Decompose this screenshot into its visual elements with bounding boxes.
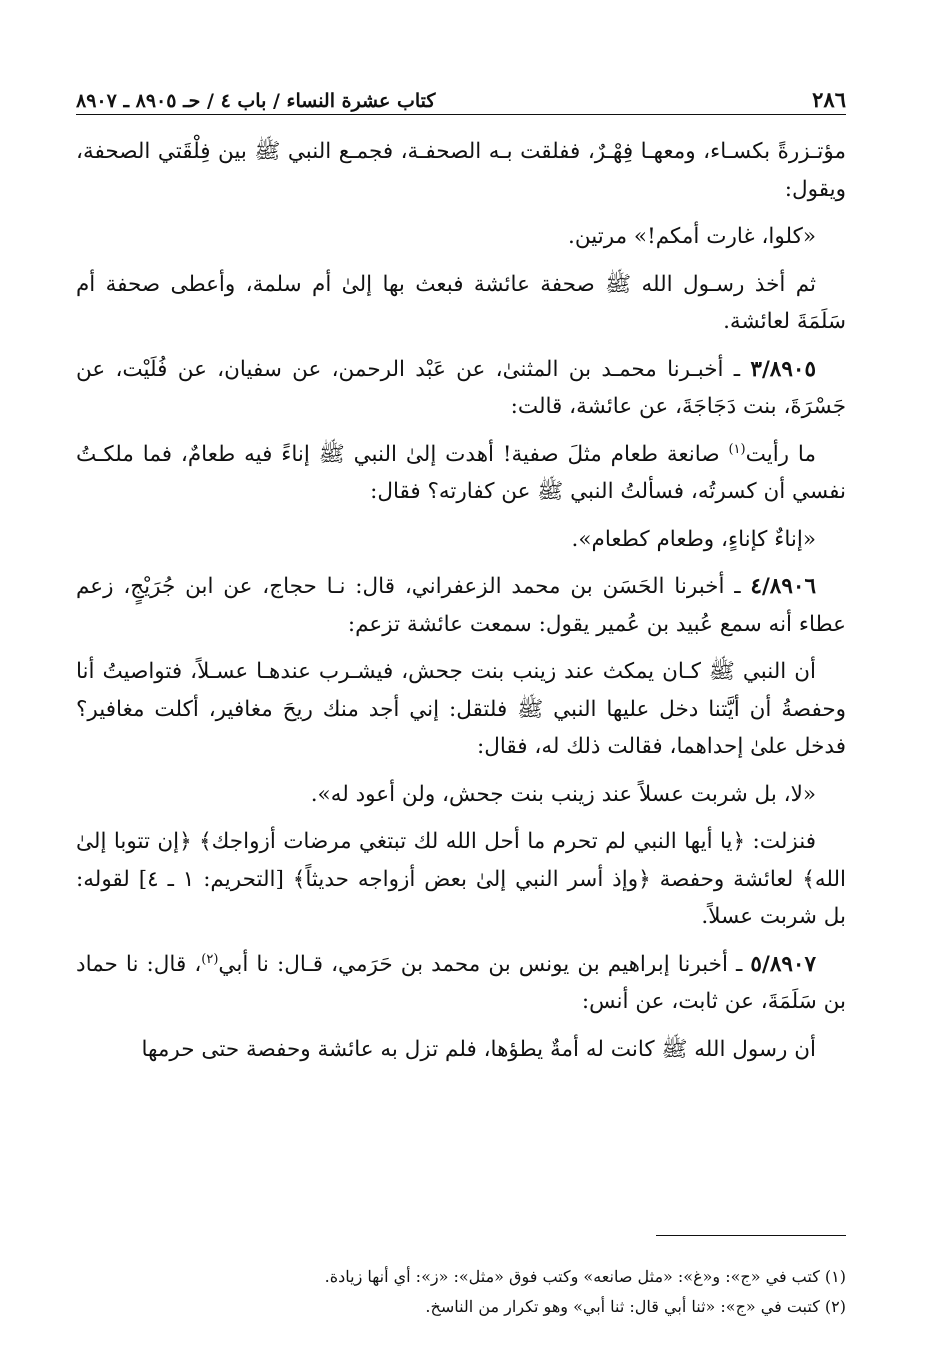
hadith-paragraph xyxy=(76,351,846,426)
paragraph-text: «كلوا، غارت أمكم!» مرتين. xyxy=(568,224,816,249)
footnote-ref[interactable]: (٢) xyxy=(201,951,219,967)
quote-paragraph xyxy=(76,776,846,814)
footnotes xyxy=(76,1262,846,1322)
hadith-paragraph xyxy=(76,568,846,643)
running-header xyxy=(76,82,846,115)
paragraph xyxy=(76,1031,846,1069)
paragraph-text: ـ أخبرنا الحَسَن بن محمد الزعفراني، قال: نـا حجاج، عن ابن جُرَيْجٍ، زعم عطاء أنه سمع عُبيد بن عُمير يقول: سمعت عائشة تزعم: xyxy=(76,574,846,637)
paragraph-text: ، قال: نا حماد بن سَلَمَةَ، عن ثابت، عن أنس: xyxy=(76,951,846,1014)
page-content xyxy=(76,82,846,1078)
paragraph xyxy=(76,823,846,936)
hadith-paragraph xyxy=(76,946,846,1021)
paragraph-text: مؤتـزرةً بكسـاء، ومعهـا فِهْـرٌ، ففلقت بـه الصحفـة، فجمـع النبي ﷺ بين فِلْقَتي الصحفة، ويقول: xyxy=(76,139,846,202)
hadith-number: ٥/٨٩٠٧ xyxy=(750,951,817,977)
quote-paragraph xyxy=(76,218,846,256)
footnote: (٢) كتبت في «ج»: «ثنا أبي قال: ثنا أبي» وهو تكرار من الناسخ. xyxy=(425,1297,846,1316)
paragraph xyxy=(76,266,846,341)
paragraph-text: فنزلت: ﴿يا أيها النبي لم تحرم ما أحل الله لك تبتغي مرضات أزواجك﴾ ﴿إن تتوبا إلىٰ الله﴾ لعائشة وحفصة ﴿وإذ أسر النبي إلىٰ بعض أزواجه حديثاً﴾ [التحريم: ١ ـ ٤] لقوله: بل شربت عسلاً. xyxy=(76,829,846,929)
running-title: كتاب عشرة النساء / باب ٤ / حـ ٨٩٠٥ ـ ٨٩٠٧ xyxy=(76,90,436,112)
page-number: ٢٨٦ xyxy=(812,87,846,112)
footnote: (١) كتب في «ج»: و«غ»: «مثل صانعه» وكتب فوق «مثل»: «ز»: أي أنها زيادة. xyxy=(324,1267,846,1286)
paragraph-text: «لا، بل شربت عسلاً عند زينب بنت جحش، ولن أعود له». xyxy=(310,781,816,807)
paragraph xyxy=(76,436,846,511)
paragraph-text: أن النبي ﷺ كـان يمكث عند زينب بنت جحش، فيشـرب عندهـا عسـلاً، فتواصيتُ أنا وحفصةُ أن أيَّتنا دخل عليها النبي ﷺ فلتقل: إني أجد منك ريحَ مغافير، أكلت مغافير؟ فدخل علىٰ إحداهما، فقالت ذلك له، فقال: xyxy=(76,659,846,759)
body-text xyxy=(76,133,846,1068)
hadith-number: ٤/٨٩٠٦ xyxy=(750,574,816,599)
paragraph-text: أن رسول الله ﷺ كانت له أمةٌ يطؤها، فلم تزل به عائشة وحفصة حتى حرمها xyxy=(141,1036,816,1062)
paragraph-text: صانعة طعام مثلَ صفية! أهدت إلىٰ النبي ﷺ إناءً فيه طعامٌ، فما ملكـتُ نفسي أن كسرتُه، فسألتُ النبي ﷺ عن كفارته؟ فقال: xyxy=(76,441,846,504)
paragraph xyxy=(76,653,846,766)
paragraph-text: «إناءٌ كإناءٍ، وطعام كطعام». xyxy=(571,526,816,552)
quote-paragraph xyxy=(76,521,846,559)
paragraph-text: ما رأيت xyxy=(745,441,816,467)
paragraph-text: ثم أخذ رسـول الله ﷺ صحفة عائشة فبعث بها إلىٰ أم سلمة، وأعطى صحفة أم سَلَمَةَ لعائشة. xyxy=(76,271,846,334)
paragraph-text: ـ أخبرنا إبراهيم بن يونس بن محمد بن حَرَمي، قـال: نا أبي xyxy=(218,951,743,977)
footnote-ref[interactable]: (١) xyxy=(728,441,746,457)
paragraph-text: ـ أخبـرنا محمـد بن المثنىٰ، عن عَبْد الرحمن، عن سفيان، عن فُلَيْت، عن جَسْرَةَ، بنت دَجَاجَةَ، عن عائشة، قالت: xyxy=(76,356,846,419)
paragraph xyxy=(76,133,846,208)
hadith-number: ٣/٨٩٠٥ xyxy=(750,356,816,382)
